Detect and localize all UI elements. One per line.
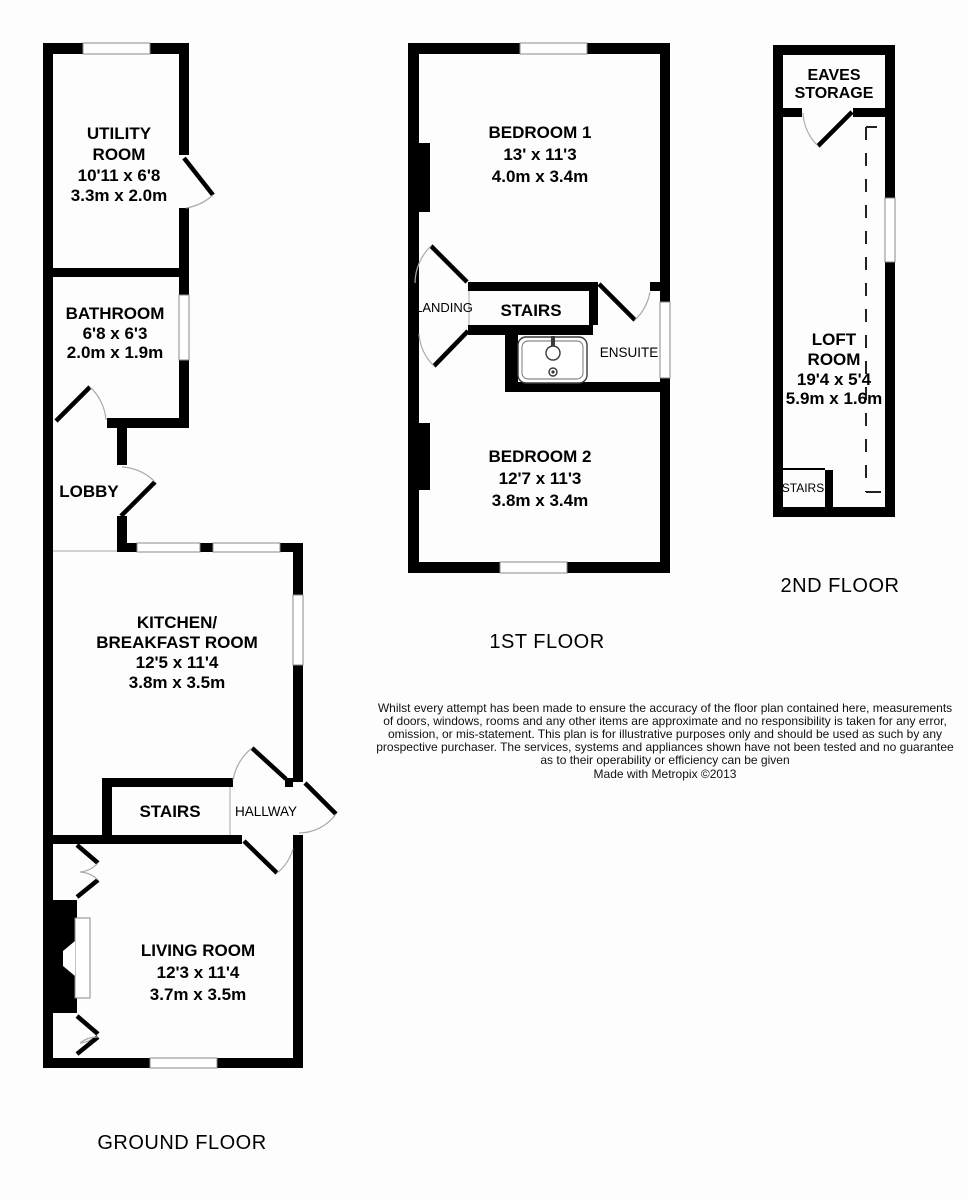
bedroom2-dims-m: 3.8m x 3.4m (491, 491, 589, 510)
utility-room-name-line1: UTILITY (86, 124, 152, 143)
alcove-lower-door-leaf-b (77, 1037, 98, 1054)
kitchen-dims-m: 3.8m x 3.5m (128, 673, 226, 692)
alcove-lower-door-leaf-a (77, 1016, 98, 1034)
living-room-door-arc (277, 849, 293, 873)
bathroom-dims-ft: 6'8 x 6'3 (82, 324, 148, 343)
utility-room-dims-m: 3.3m x 2.0m (70, 186, 168, 205)
bathroom-dims-m: 2.0m x 1.9m (66, 343, 164, 362)
ensuite-door-leaf (599, 284, 635, 320)
kitchen-hallway-door-leaf (252, 748, 286, 779)
alcove-upper-door-arc-a (80, 863, 98, 872)
living-room-window (150, 1058, 217, 1068)
sink-drain-dot (551, 370, 554, 373)
first-stairs-label: STAIRS (500, 301, 562, 320)
bedroom1-dims-m: 4.0m x 3.4m (491, 167, 589, 186)
first-floor-label: 1ST FLOOR (489, 631, 605, 653)
loft-room-name-line2: ROOM (807, 350, 861, 369)
second-floor-walls (773, 45, 895, 517)
metropix-credit: Made with Metropix ©2013 (593, 767, 737, 781)
eaves-door-leaf (818, 112, 852, 146)
kitchen-window-left (137, 543, 200, 552)
lobby-door-leaf (121, 482, 155, 516)
kitchen-name-line1: KITCHEN/ (136, 613, 218, 632)
first-floor-plan (408, 43, 670, 653)
bedroom2-window (500, 562, 567, 573)
landing-label: LANDING (415, 300, 473, 315)
utility-window (83, 43, 150, 54)
second-floor-label: 2ND FLOOR (780, 575, 900, 597)
front-door-arc (299, 814, 336, 833)
disclaimer-line-3: omission, or mis-statement. This plan is for illustrative purposes only and should be used as such by any (387, 727, 943, 741)
kitchen-dims-ft: 12'5 x 11'4 (135, 653, 219, 672)
bathroom-door-arc (90, 387, 106, 420)
ensuite-sink (518, 336, 587, 383)
loft-window (885, 198, 895, 262)
bedroom1-dims-ft: 13' x 11'3 (503, 145, 577, 164)
bedroom1-name: BEDROOM 1 (488, 123, 592, 142)
alcove-upper-door-leaf-b (77, 880, 98, 897)
front-door-leaf (305, 783, 336, 814)
second-stairs-label: STAIRS (781, 481, 825, 495)
living-room-door-leaf (244, 841, 277, 873)
bedroom1-window (520, 43, 587, 54)
utility-room-dims-ft: 10'11 x 6'8 (77, 166, 161, 185)
bathroom-name: BATHROOM (65, 304, 165, 323)
eaves-storage-line2: STORAGE (794, 85, 874, 102)
fireplace-insert (75, 918, 90, 998)
kitchen-window-right (213, 543, 280, 552)
utility-door-leaf (184, 158, 213, 195)
eaves-door-arc (803, 113, 818, 146)
lobby-door-arc (122, 467, 155, 482)
kitchen-name-line2: BREAKFAST ROOM (96, 633, 258, 652)
bathroom-window (179, 295, 189, 360)
ensuite-door-arc (635, 292, 650, 320)
lobby-name: LOBBY (59, 482, 119, 501)
disclaimer-line-2: of doors, windows, rooms and any other items are approximate and no responsibility is taken for any error, (383, 714, 947, 728)
sink-tap (546, 346, 560, 360)
bedroom2-door-arc (419, 334, 434, 366)
eaves-storage-line1: EAVES (807, 67, 861, 84)
ground-floor-label: GROUND FLOOR (97, 1132, 267, 1154)
loft-room-dims-ft: 19'4 x 5'4 (796, 370, 872, 389)
alcove-upper-door-leaf-a (77, 845, 98, 863)
kitchen-hallway-door-arc (233, 748, 252, 780)
ground-floor-plan (43, 43, 336, 1154)
disclaimer-block (376, 701, 954, 781)
alcove-upper-door-arc-b (80, 872, 98, 880)
utility-door-arc (186, 195, 213, 208)
disclaimer-line-1: Whilst every attempt has been made to ensure the accuracy of the floor plan contained here, measurements (377, 701, 953, 715)
bathroom-door-leaf (56, 387, 90, 421)
ensuite-label: ENSUITE (599, 345, 659, 360)
loft-room-name-line1: LOFT (811, 330, 857, 349)
bedroom1-door-leaf (431, 246, 467, 282)
living-room-dims-m: 3.7m x 3.5m (149, 985, 247, 1004)
hallway-label: HALLWAY (234, 804, 298, 819)
living-room-dims-ft: 12'3 x 11'4 (156, 963, 240, 982)
second-floor-plan (773, 45, 899, 597)
living-room-name: LIVING ROOM (140, 941, 256, 960)
utility-room-name-line2: ROOM (92, 145, 146, 164)
ground-stairs-label: STAIRS (139, 802, 201, 821)
bedroom2-door-leaf (434, 331, 468, 366)
ensuite-window (660, 302, 670, 378)
bedroom2-name: BEDROOM 2 (488, 447, 592, 466)
loft-room-dims-m: 5.9m x 1.6m (785, 389, 883, 408)
kitchen-side-window (293, 595, 303, 665)
bedroom2-dims-ft: 12'7 x 11'3 (498, 469, 582, 488)
disclaimer-line-5: as to their operability or efficiency can be given (540, 753, 790, 767)
disclaimer-line-4: prospective purchaser. The services, systems and appliances shown have not been tested and no guarantee (376, 740, 954, 754)
